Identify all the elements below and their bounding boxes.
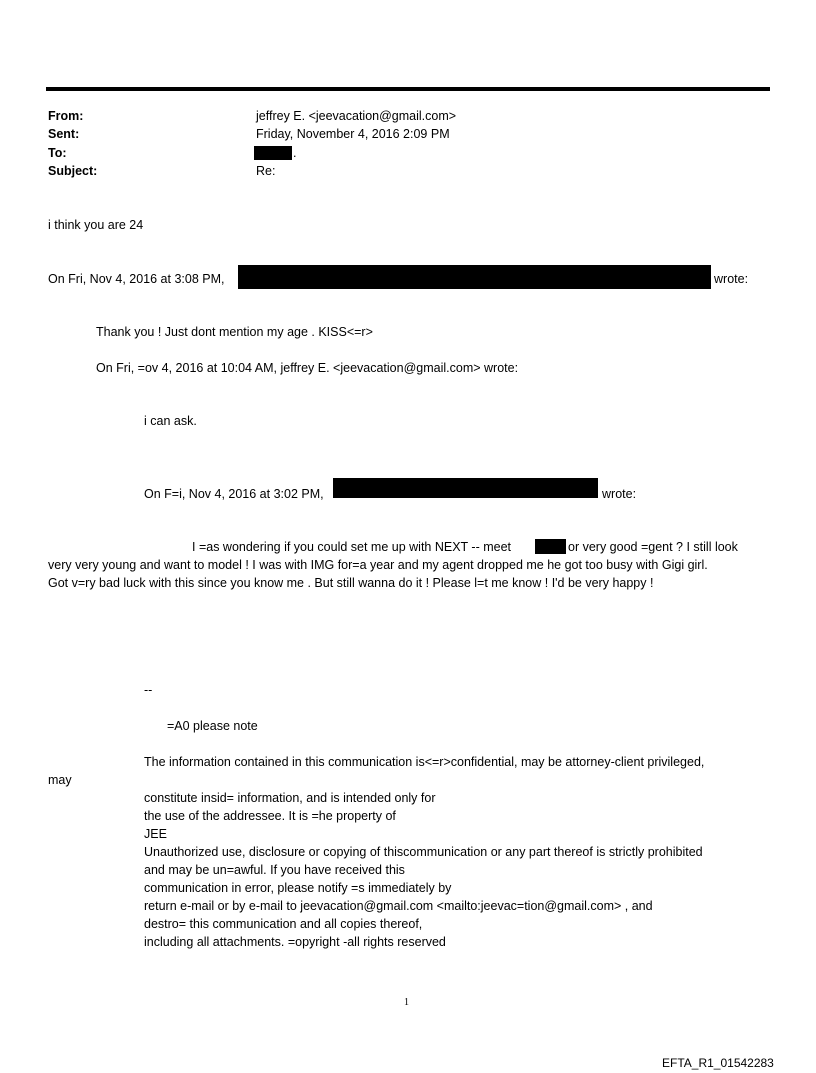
quote2-text: i can ask. bbox=[144, 414, 197, 428]
quote3-line2: very very young and want to model ! I was with IMG for=a year and my agent dropped me he got too busy with Gigi girl. bbox=[48, 558, 708, 572]
quote2-header: On Fri, =ov 4, 2016 at 10:04 AM, jeffrey E. <jeevacation@gmail.com> wrote: bbox=[96, 361, 519, 375]
page-number: 1 bbox=[404, 997, 409, 1008]
disclaimer-line-10: including all attachments. =opyright -all rights reserved bbox=[144, 935, 446, 949]
sent-label: Sent: bbox=[48, 127, 80, 141]
redaction-to bbox=[254, 146, 292, 160]
quote1-text: Thank you ! Just dont mention my age . KISS<=r> bbox=[96, 325, 373, 339]
reply-text: i think you are 24 bbox=[48, 218, 144, 232]
signature-note: =A0 please note bbox=[167, 719, 258, 733]
disclaimer-line-3: the use of the addressee. It is =he property of bbox=[144, 809, 396, 823]
sent-value: Friday, November 4, 2016 2:09 PM bbox=[256, 127, 450, 141]
disclaimer-line-1-wrap: may bbox=[48, 773, 72, 787]
quote3-header-suffix: wrote: bbox=[602, 487, 637, 501]
disclaimer-line-1: The information contained in this communication is<=r>confidential, may be attorney-client privileged, bbox=[144, 755, 705, 769]
quote3-line1-b: or very good =gent ? I still look bbox=[568, 540, 738, 554]
quote3-line1-a: I =as wondering if you could set me up with NEXT -- meet bbox=[192, 540, 512, 554]
to-suffix: . bbox=[293, 146, 297, 160]
quote3-line3: Got v=ry bad luck with this since you know me . But still wanna do it ! Please l=t me know ! I'd be very happy ! bbox=[48, 576, 654, 590]
redaction-sender-2 bbox=[333, 478, 598, 498]
to-label: To: bbox=[48, 146, 67, 160]
redaction-sender-1 bbox=[238, 265, 711, 289]
disclaimer-line-4: JEE bbox=[144, 827, 167, 841]
document-id: EFTA_R1_01542283 bbox=[662, 1056, 774, 1070]
disclaimer-line-7: communication in error, please notify =s immediately by bbox=[144, 881, 452, 895]
signature-dashes: -- bbox=[144, 683, 153, 697]
header-rule bbox=[46, 87, 770, 91]
from-label: From: bbox=[48, 109, 84, 123]
disclaimer-line-9: destro= this communication and all copies thereof, bbox=[144, 917, 423, 931]
from-value: jeffrey E. <jeevacation@gmail.com> bbox=[256, 109, 457, 123]
quote3-header-prefix: On F=i, Nov 4, 2016 at 3:02 PM, bbox=[144, 487, 324, 501]
subject-label: Subject: bbox=[48, 164, 98, 178]
disclaimer-line-5: Unauthorized use, disclosure or copying of thiscommunication or any part thereof is strictly prohibited bbox=[144, 845, 703, 859]
quote1-header-prefix: On Fri, Nov 4, 2016 at 3:08 PM, bbox=[48, 272, 225, 286]
disclaimer-line-8: return e-mail or by e-mail to jeevacation@gmail.com <mailto:jeevac=tion@gmail.com> , and bbox=[144, 899, 653, 913]
redaction-contact bbox=[535, 539, 566, 554]
quote1-header-suffix: wrote: bbox=[714, 272, 749, 286]
disclaimer-line-2: constitute insid= information, and is intended only for bbox=[144, 791, 436, 805]
disclaimer-line-6: and may be un=awful. If you have received this bbox=[144, 863, 405, 877]
subject-value: Re: bbox=[256, 164, 276, 178]
